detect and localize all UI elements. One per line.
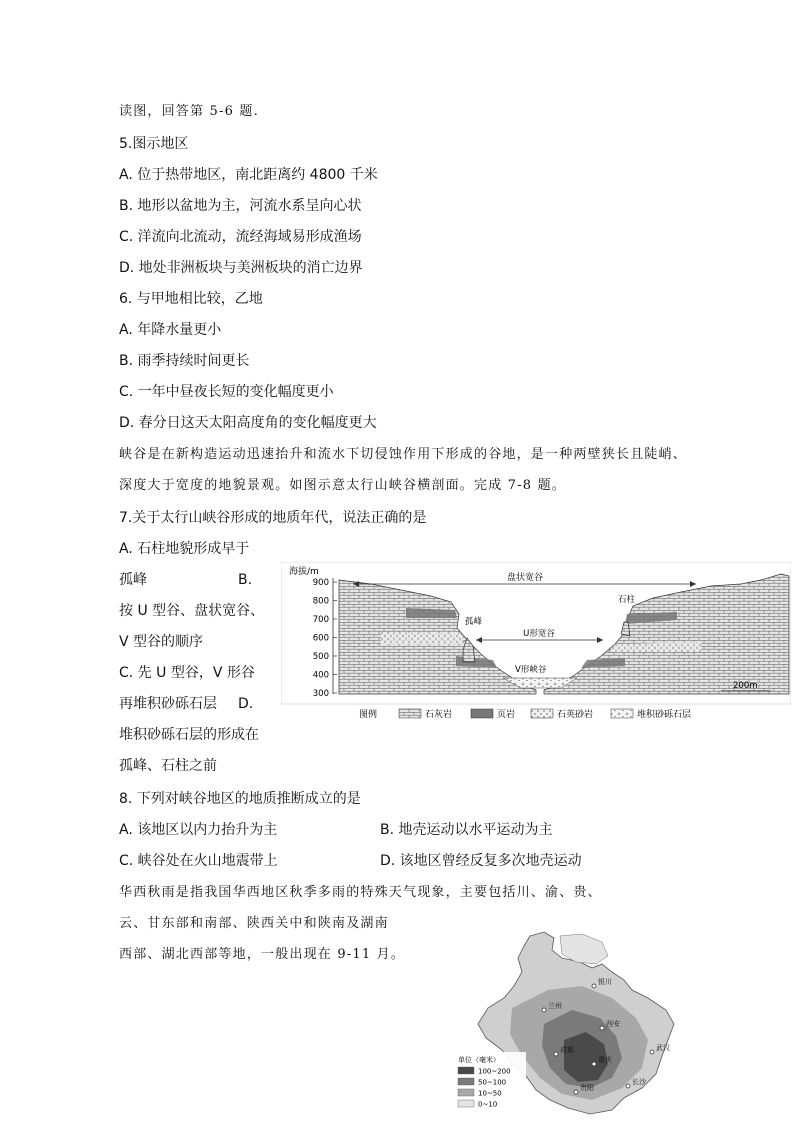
- intro-text-autumn-rain-line1: 华西秋雨是指我国华西地区秋季多雨的特殊天气现象，主要包括川、渝、贵、: [119, 885, 602, 900]
- city-label: 长沙: [632, 1078, 646, 1086]
- city-dot: [554, 1052, 558, 1056]
- question-7-option-a-cont[interactable]: 孤峰: [119, 572, 147, 588]
- wide-valley-label: 盘状宽谷: [506, 573, 544, 583]
- city-dot: [592, 984, 596, 988]
- legend-swatch-limestone: [399, 709, 421, 718]
- city-dot: [574, 1090, 578, 1094]
- question-7-option-d[interactable]: 堆积砂砾石层的形成在: [119, 727, 259, 743]
- question-5-option-d[interactable]: D. 地处非洲板块与美洲板块的消亡边界: [119, 260, 363, 276]
- scale-label: 200m: [733, 681, 758, 691]
- question-8-option-b[interactable]: B. 地壳运动以水平运动为主: [380, 822, 553, 838]
- map-legend: [454, 1052, 526, 1116]
- question-7-option-b[interactable]: 按 U 型谷、盘状宽谷、: [119, 603, 265, 619]
- legend-swatch-gravel: [611, 709, 633, 718]
- city-label: 重庆: [598, 1056, 612, 1064]
- question-5-option-b[interactable]: B. 地形以盆地为主，河流水系呈向心状: [119, 198, 362, 214]
- city-label: 成都: [560, 1046, 574, 1054]
- y-axis-label: 海拔/m: [289, 567, 319, 577]
- city-label: 兰州: [548, 1002, 562, 1010]
- question-8-stem: 8. 下列对峡谷地区的地质推断成立的是: [119, 791, 361, 807]
- city-dot: [542, 1008, 546, 1012]
- canyon-cross-section-figure: [281, 562, 791, 722]
- intro-text-5-6: 读图，回答第 5-6 题.: [119, 104, 259, 119]
- map-legend-item: 100~200: [478, 1067, 511, 1076]
- autumn-rain-map-figure: [452, 928, 692, 1118]
- question-6-option-d[interactable]: D. 春分日这天太阳高度角的变化幅度更大: [119, 415, 377, 431]
- city-dot: [600, 1026, 604, 1030]
- city-dot: [650, 1050, 654, 1054]
- legend-swatch-shale: [471, 709, 493, 718]
- y-tick-label: 600: [312, 633, 329, 644]
- legend-item-shale: 页岩: [497, 710, 516, 720]
- city-label: 银川: [598, 978, 612, 986]
- intro-text-autumn-rain-line2: 云、甘东部和南部、陕西关中和陕南及湖南: [119, 916, 389, 931]
- map-legend-item: 0~10: [478, 1100, 498, 1109]
- question-8-option-a[interactable]: A. 该地区以内力抬升为主: [119, 822, 278, 838]
- lone-peak-label: 孤峰: [465, 617, 483, 627]
- legend-item-limestone: 石灰岩: [425, 710, 453, 720]
- question-8-option-c[interactable]: C. 峡谷处在火山地震带上: [119, 853, 278, 869]
- question-7-option-d-label[interactable]: D.: [238, 696, 254, 712]
- question-7-option-b-label[interactable]: B.: [238, 572, 253, 588]
- map-legend-swatch: [458, 1100, 474, 1107]
- legend-item-gravel: 堆积砂砾石层: [637, 710, 692, 720]
- question-5-option-c[interactable]: C. 洋流向北流动，流经海域易形成渔场: [119, 229, 362, 245]
- legend-title: 图例: [359, 710, 378, 720]
- intro-text-7-8-line2: 深度大于宽度的地貌景观。如图示意太行山峡谷横剖面。完成 7-8 题。: [119, 478, 566, 493]
- question-5-option-a[interactable]: A. 位于热带地区，南北距离约 4800 千米: [119, 167, 378, 183]
- map-legend-item: 10~50: [478, 1089, 502, 1098]
- y-tick-label: 400: [312, 670, 329, 681]
- map-legend-swatch: [458, 1067, 474, 1074]
- u-valley-label: U形宽谷: [523, 629, 555, 639]
- stone-pillar-label: 石柱: [618, 595, 636, 605]
- question-7-stem: 7.关于太行山峡谷形成的地质年代，说法正确的是: [119, 510, 427, 526]
- y-tick-label: 800: [312, 596, 329, 607]
- map-legend-swatch: [458, 1089, 474, 1096]
- question-7-option-c-cont[interactable]: 再堆积砂砾石层: [119, 696, 217, 712]
- intro-text-7-8-line1: 峡谷是在新构造运动迅速抬升和流水下切侵蚀作用下形成的谷地，是一种两壁狭长且陡峭、: [119, 447, 688, 462]
- map-legend-swatch: [458, 1078, 474, 1085]
- city-label: 武汉: [656, 1044, 670, 1052]
- city-label: 西安: [606, 1020, 620, 1028]
- question-7-option-c[interactable]: C. 先 U 型谷，V 形谷: [119, 665, 255, 681]
- question-7-option-a[interactable]: A. 石柱地貌形成早于: [119, 541, 250, 557]
- y-tick-label: 700: [312, 615, 329, 625]
- question-6-option-a[interactable]: A. 年降水量更小: [119, 322, 222, 338]
- legend-swatch-sandstone: [531, 709, 553, 718]
- y-tick-label: 900: [312, 578, 329, 588]
- question-8-option-d[interactable]: D. 该地区曾经反复多次地壳运动: [380, 853, 582, 869]
- city-label: 贵阳: [580, 1084, 594, 1092]
- sandstone-layer-left: [381, 632, 465, 644]
- question-5-stem: 5.图示地区: [119, 136, 189, 152]
- question-7-option-b-cont[interactable]: V 型谷的顺序: [119, 634, 204, 650]
- y-tick-label: 300: [312, 689, 329, 699]
- canyon-legend: [359, 708, 691, 720]
- question-6-option-c[interactable]: C. 一年中昼夜长短的变化幅度更小: [119, 384, 334, 400]
- y-tick-label: 500: [312, 652, 329, 662]
- intro-text-autumn-rain-line3: 西部、湖北西部等地，一般出现在 9-11 月。: [119, 947, 406, 962]
- v-gorge-label: V形峡谷: [515, 665, 547, 675]
- question-7-option-d-cont[interactable]: 孤峰、石柱之前: [119, 758, 217, 774]
- question-6-stem: 6. 与甲地相比较，乙地: [119, 291, 263, 307]
- map-legend-item: 50~100: [478, 1078, 507, 1087]
- city-dot: [592, 1062, 596, 1066]
- question-6-option-b[interactable]: B. 雨季持续时间更长: [119, 353, 250, 369]
- map-legend-title: 单位（毫米）: [458, 1056, 500, 1064]
- legend-item-sandstone: 石英砂岩: [557, 710, 594, 720]
- city-dot: [626, 1084, 630, 1088]
